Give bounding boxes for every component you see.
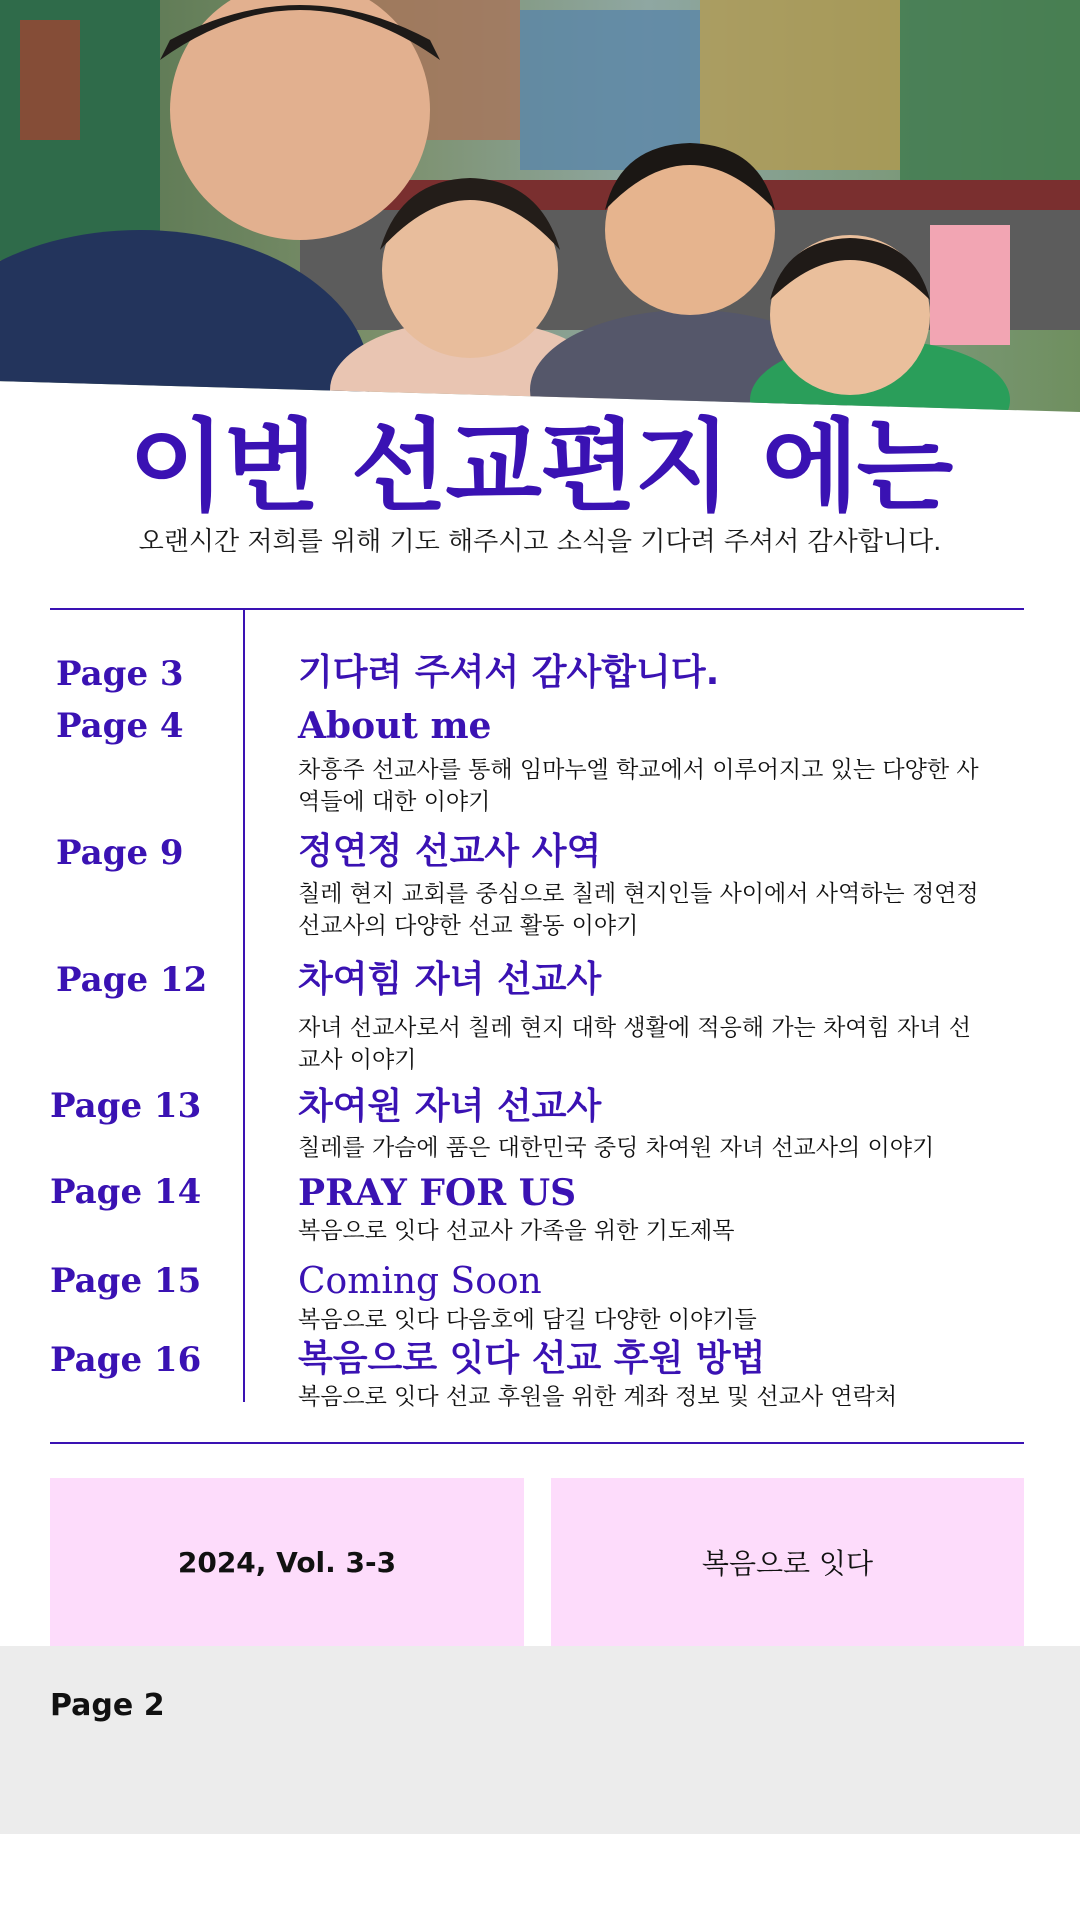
toc-page-number: Page 3 [56, 654, 184, 694]
toc-page-number: Page 13 [50, 1086, 202, 1126]
toc-description: 복음으로 잇다 다음호에 담길 다양한 이야기들 [298, 1307, 757, 1333]
toc-heading: PRAY FOR US [298, 1172, 577, 1214]
toc-description: 복음으로 잇다 선교 후원을 위한 계좌 정보 및 선교사 연락처 [298, 1384, 898, 1410]
header-photo [0, 0, 1080, 412]
divider-top [50, 608, 1024, 610]
toc-heading: 차여원 자녀 선교사 [298, 1086, 602, 1127]
toc-description: 칠레 현지 교회를 중심으로 칠레 현지인들 사이에서 사역하는 정연정 선교사의 다양한 선교 활동 이야기 [298, 881, 979, 939]
toc-description: 자녀 선교사로서 칠레 현지 대학 생활에 적응해 가는 차여힘 자녀 선교사 이야기 [298, 1015, 971, 1073]
publication-box [551, 1478, 1024, 1646]
toc-description: 복음으로 잇다 선교사 가족을 위한 기도제목 [298, 1218, 735, 1244]
toc-page-number: Page 12 [56, 960, 208, 1000]
toc-heading: 기다려 주셔서 감사합니다. [298, 652, 720, 693]
toc-description: 칠레를 가슴에 품은 대한민국 중딩 차여원 자녀 선교사의 이야기 [298, 1135, 935, 1161]
toc-divider-vertical [243, 610, 245, 1402]
toc-page-number: Page 14 [50, 1172, 202, 1212]
page-footer [0, 1646, 1080, 1834]
toc-description: 차흥주 선교사를 통해 임마누엘 학교에서 이루어지고 있는 다양한 사역들에 대한 이야기 [298, 757, 979, 815]
toc-heading: 차여힘 자녀 선교사 [298, 959, 602, 1000]
publication-name: 복음으로 잇다 [701, 1547, 874, 1580]
toc-page-number: Page 15 [50, 1261, 202, 1301]
toc-page-number: Page 16 [50, 1340, 202, 1380]
volume-box [50, 1478, 524, 1646]
toc-page-number: Page 4 [56, 706, 184, 746]
toc-heading: 복음으로 잇다 선교 후원 방법 [298, 1338, 766, 1379]
volume-label: 2024, Vol. 3-3 [177, 1545, 397, 1579]
page-number: Page 2 [50, 1688, 165, 1723]
divider-bottom [50, 1442, 1024, 1444]
page-title: 이번 선교편지 에는 [128, 408, 952, 525]
toc-heading: 정연정 선교사 사역 [298, 831, 602, 872]
toc-page-number: Page 9 [56, 833, 184, 873]
toc-heading: About me [298, 705, 492, 747]
toc-heading: Coming Soon [298, 1261, 542, 1302]
page-subtitle: 오랜시간 저희를 위해 기도 해주시고 소식을 기다려 주셔서 감사합니다. [138, 527, 942, 557]
